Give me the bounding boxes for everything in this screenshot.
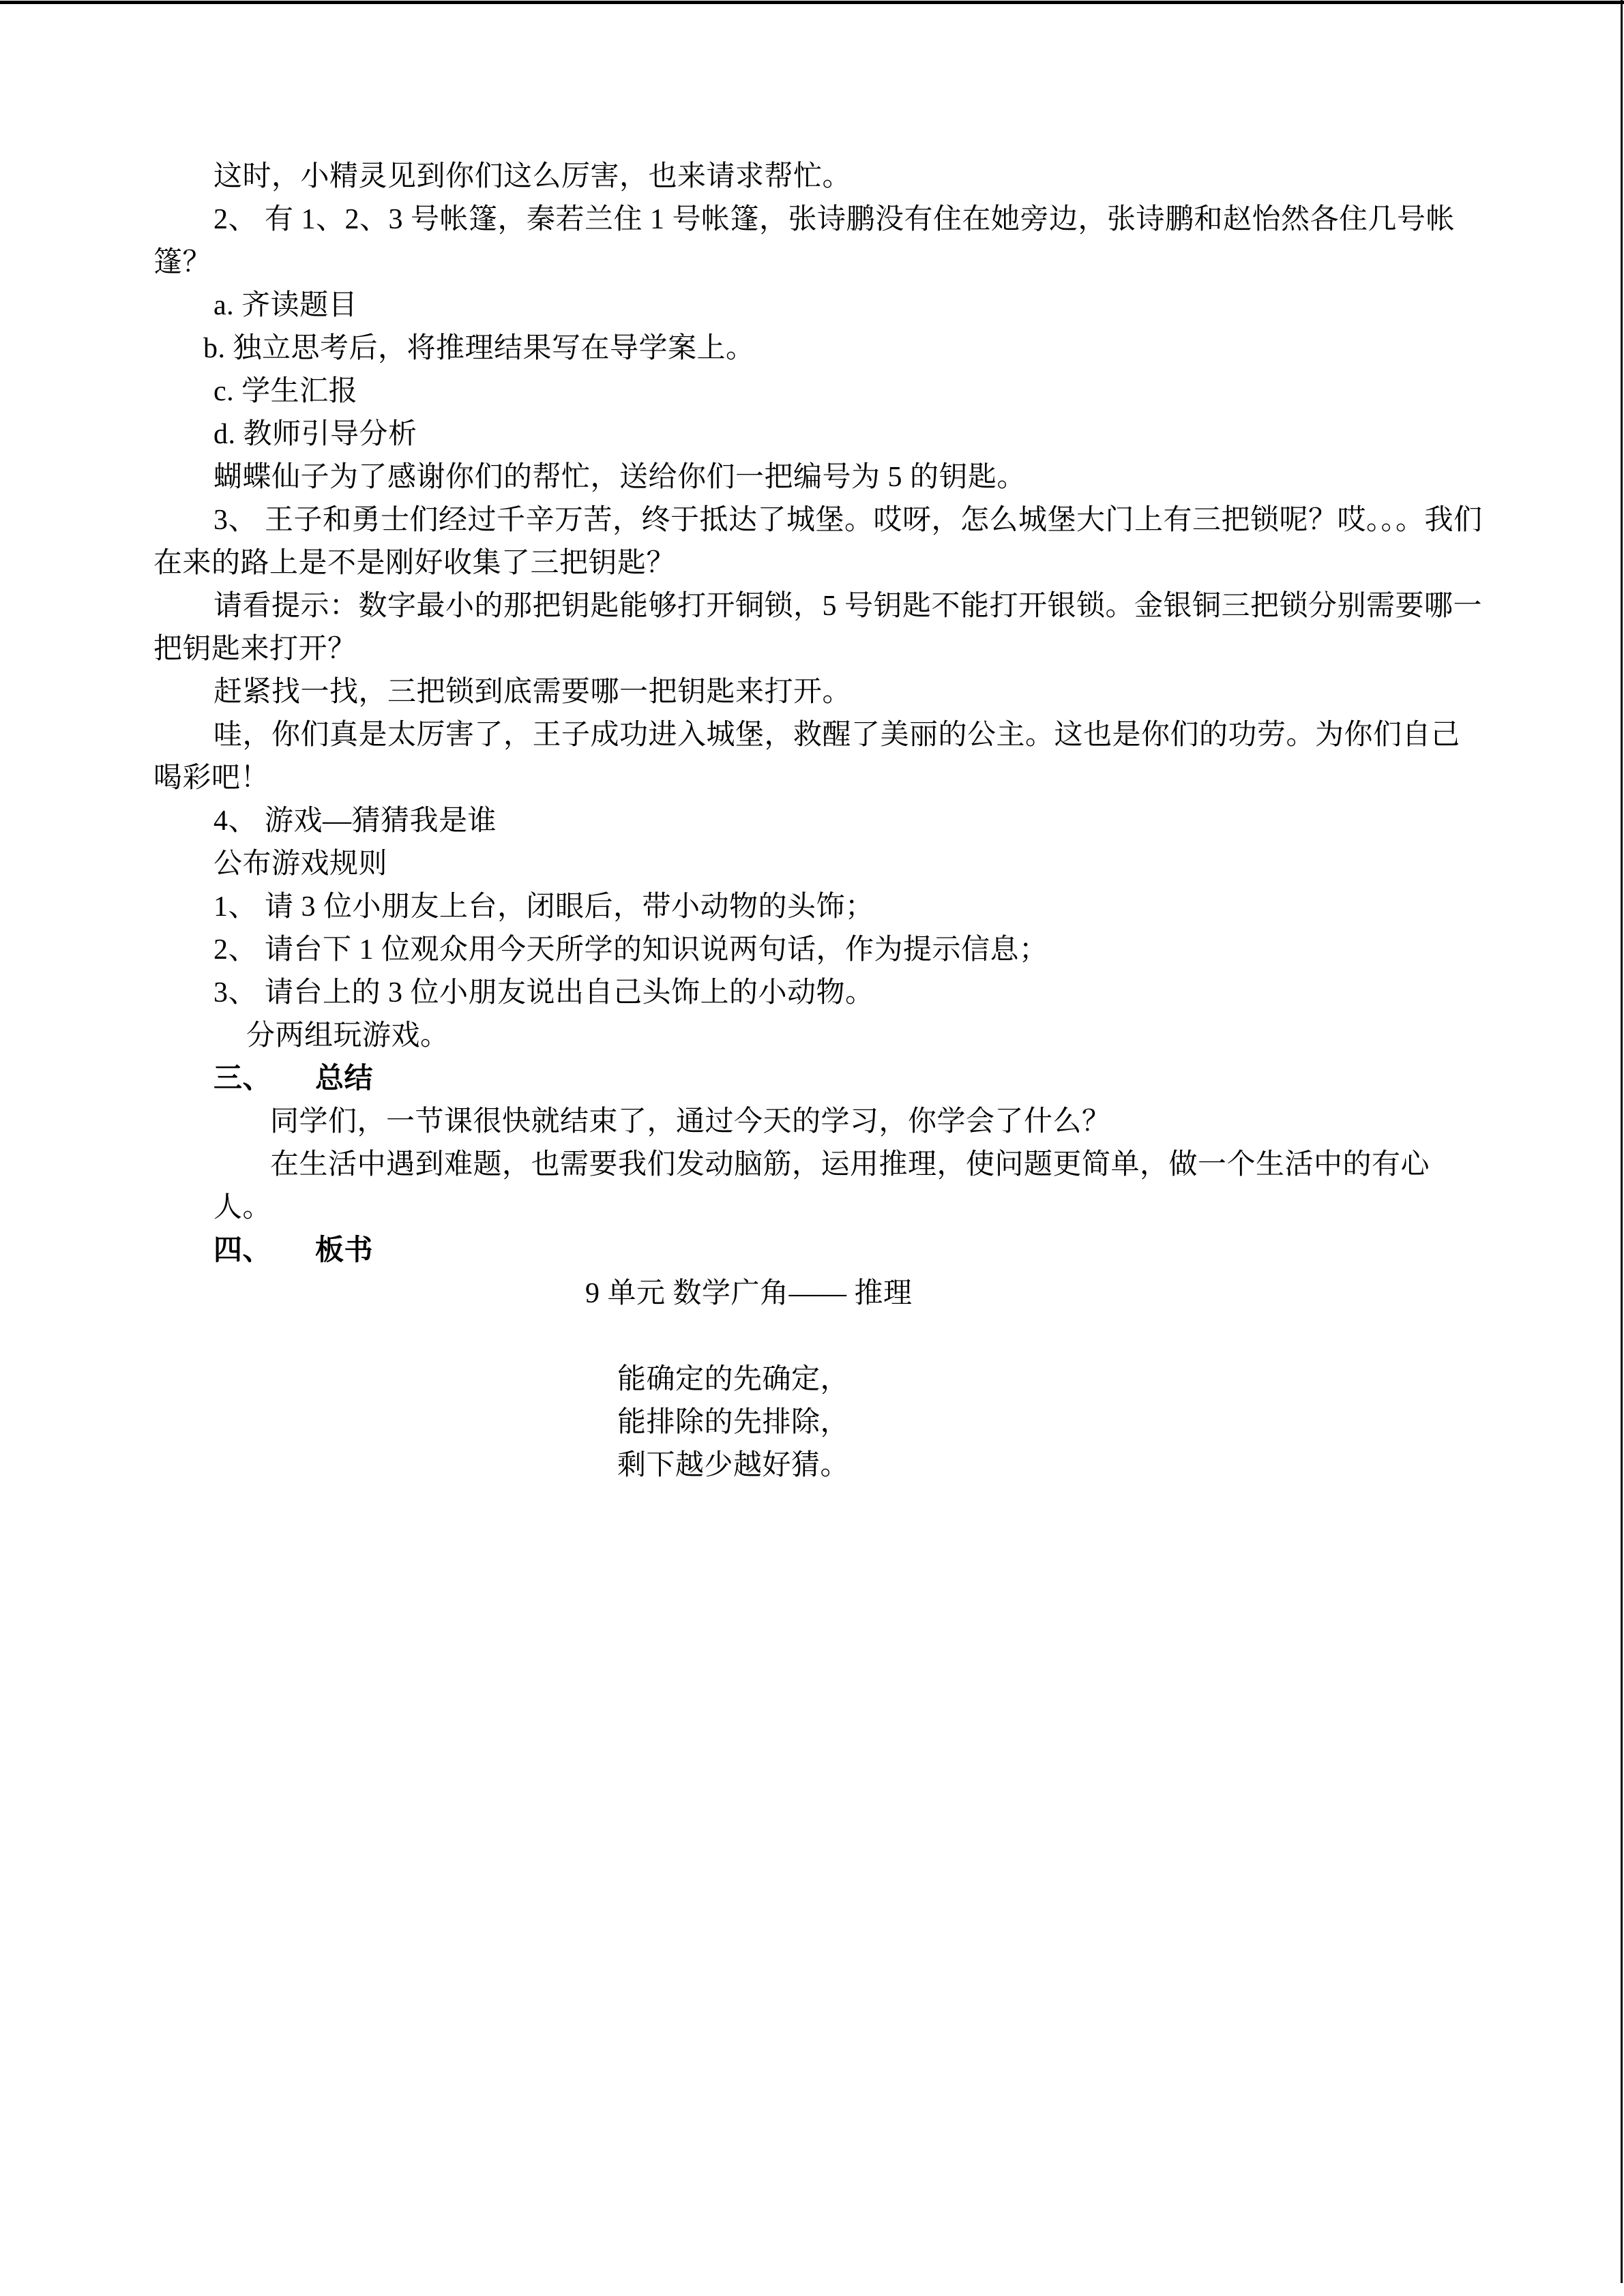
- text-line: 这时，小精灵见到你们这么厉害，也来请求帮忙。: [213, 161, 852, 192]
- text-line: b. 独立思考后，将推理结果写在导学案上。: [203, 333, 755, 364]
- text-line: 4、 游戏—猜猜我是谁: [213, 805, 497, 837]
- text-line: 能排除的先排除，: [617, 1407, 850, 1438]
- text-line: 四、 板书: [213, 1235, 374, 1266]
- text-line: c. 学生汇报: [213, 376, 358, 407]
- scan-top-edge-bar: [0, 1, 1624, 4]
- text-line: d. 教师引导分析: [213, 419, 417, 450]
- text-line: 在生活中遇到难题，也需要我们发动脑筋，运用推理，使问题更简单，做一个生活中的有心: [270, 1149, 1430, 1180]
- text-line: 人。: [213, 1192, 272, 1223]
- text-line: 请看提示：数字最小的那把钥匙能够打开铜锁，5 号钥匙不能打开银锁。金银铜三把锁分别需要哪一: [213, 591, 1483, 622]
- text-line: 公布游戏规则: [213, 848, 388, 880]
- text-line: 3、 王子和勇士们经过千辛万苦，终于抵达了城堡。哎呀，怎么城堡大门上有三把锁呢？哎。。。我们: [213, 505, 1483, 536]
- text-line: 赶紧找一找，三把锁到底需要哪一把钥匙来打开。: [213, 676, 852, 708]
- text-line: [153, 1315, 1480, 1358]
- text-line: 哇，你们真是太厉害了，王子成功进入城堡，救醒了美丽的公主。这也是你们的功劳。为你们自己: [213, 719, 1460, 751]
- text-line: 分两组玩游戏。: [246, 1020, 449, 1052]
- text-line: 篷？: [153, 247, 212, 278]
- text-line: 蝴蝶仙子为了感谢你们的帮忙，送给你们一把编号为 5 的钥匙。: [213, 462, 1027, 493]
- text-line: 能确定的先确定，: [617, 1364, 850, 1395]
- text-line: a. 齐读题目: [213, 290, 358, 321]
- text-line: 在来的路上是不是刚好收集了三把钥匙？: [153, 548, 676, 579]
- text-line: 9 单元 数学广角—— 推理: [585, 1278, 913, 1309]
- text-line: 喝彩吧！: [153, 762, 270, 794]
- text-line: 2、 有 1、2、3 号帐篷，秦若兰住 1 号帐篷，张诗鹏没有住在她旁边，张诗鹏和赵怡然各住几号帐: [213, 204, 1456, 235]
- scan-right-edge-line: [1621, 0, 1623, 2283]
- text-line: 同学们，一节课很快就结束了，通过今天的学习，你学会了什么？: [270, 1106, 1111, 1137]
- text-line: 把钥匙来打开？: [153, 633, 357, 665]
- text-line: 三、 总结: [213, 1063, 374, 1094]
- text-line: 1、 请 3 位小朋友上台，闭眼后，带小动物的头饰；: [213, 891, 874, 923]
- document-text-area: [153, 155, 1483, 1487]
- text-line: 3、 请台上的 3 位小朋友说出自己头饰上的小动物。: [213, 977, 874, 1009]
- text-line: 剩下越少越好猜。: [617, 1450, 850, 1481]
- text-line: 2、 请台下 1 位观众用今天所学的知识说两句话，作为提示信息；: [213, 934, 1048, 966]
